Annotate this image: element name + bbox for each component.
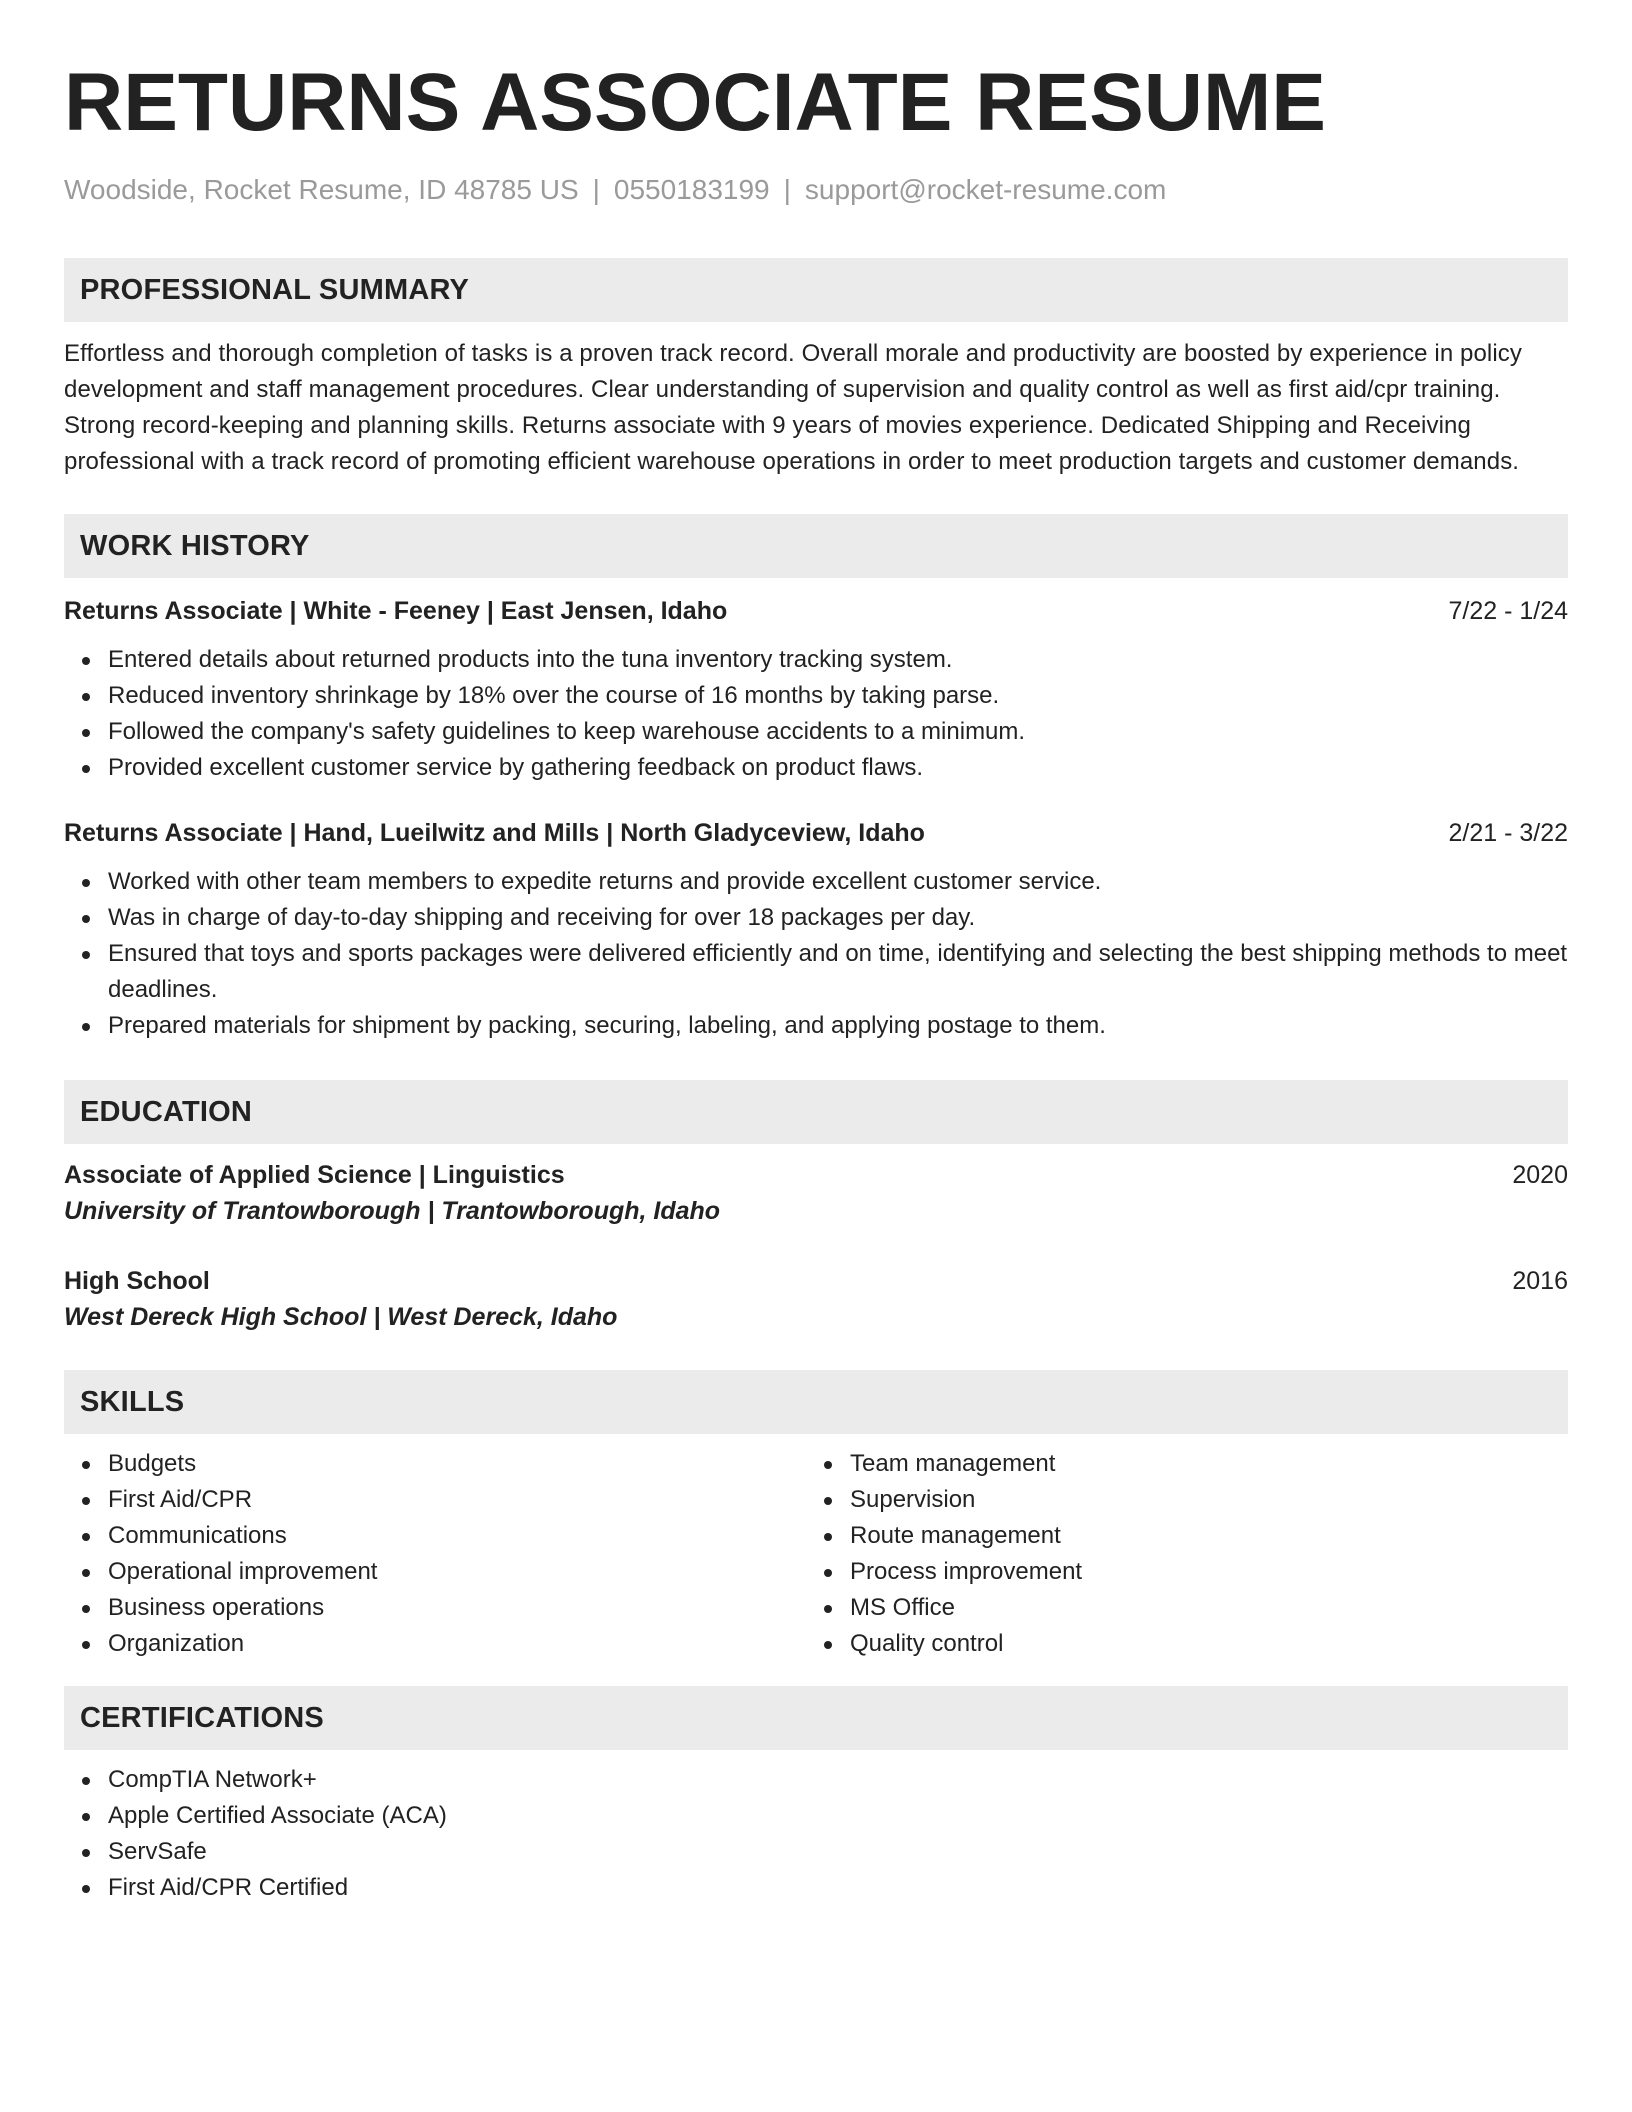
section-heading-education: EDUCATION xyxy=(64,1080,1568,1144)
education-entry xyxy=(64,1264,1568,1336)
job-title: Returns Associate | Hand, Lueilwitz and Mills | North Gladyceview, Idaho xyxy=(64,819,925,847)
skill-item: Route management xyxy=(850,1518,1548,1554)
job-bullets xyxy=(64,864,1568,1044)
certification-item: First Aid/CPR Certified xyxy=(108,1870,1568,1906)
education-entry xyxy=(64,1158,1568,1230)
skill-item: Business operations xyxy=(108,1590,806,1626)
skill-item: First Aid/CPR xyxy=(108,1482,806,1518)
skill-item: Process improvement xyxy=(850,1554,1548,1590)
skill-item: Team management xyxy=(850,1446,1548,1482)
education-degree: High School xyxy=(64,1267,210,1295)
skill-item: Budgets xyxy=(108,1446,806,1482)
job-dates: 7/22 - 1/24 xyxy=(1448,597,1568,625)
job-title: Returns Associate | White - Feeney | East Jensen, Idaho xyxy=(64,597,728,625)
skill-item: Communications xyxy=(108,1518,806,1554)
summary-text: Effortless and thorough completion of tasks is a proven track record. Overall morale and productivity are boosted by experience in policy development and staff management procedures. Clear understanding of supervision and quality control as well as first aid/cpr training. Strong record-keeping and planning skills. Returns associate with 9 years of movies experience. Dedicated Shipping and Receiving professional with a track record of promoting efficient warehouse operations in order to meet production targets and customer demands. xyxy=(64,340,1522,475)
job-bullet: Prepared materials for shipment by packing, securing, labeling, and applying postage to them. xyxy=(108,1008,1568,1044)
job-bullet: Worked with other team members to expedite returns and provide excellent customer service. xyxy=(108,864,1568,900)
contact-separator: | xyxy=(592,174,600,205)
skill-item: Quality control xyxy=(850,1626,1548,1662)
skills-column-right xyxy=(806,1446,1548,1662)
certifications-list xyxy=(64,1762,1568,1906)
section-heading-summary: PROFESSIONAL SUMMARY xyxy=(64,258,1568,322)
certification-item: CompTIA Network+ xyxy=(108,1762,1568,1798)
contact-line xyxy=(64,174,1568,206)
job-bullet: Provided excellent customer service by gathering feedback on product flaws. xyxy=(108,750,1568,786)
job-bullet: Was in charge of day-to-day shipping and receiving for over 18 packages per day. xyxy=(108,900,1568,936)
education-school: University of Trantowborough | Trantowborough, Idaho xyxy=(64,1197,721,1225)
section-heading-skills: SKILLS xyxy=(64,1370,1568,1434)
skill-item: Organization xyxy=(108,1626,806,1662)
job-bullet: Followed the company's safety guidelines to keep warehouse accidents to a minimum. xyxy=(108,714,1568,750)
skill-item: Supervision xyxy=(850,1482,1548,1518)
education-degree: Associate of Applied Science | Linguistics xyxy=(64,1161,565,1189)
skill-item: MS Office xyxy=(850,1590,1548,1626)
skills-column-left xyxy=(64,1446,806,1662)
contact-email: support@rocket-resume.com xyxy=(804,174,1167,205)
job-bullet: Reduced inventory shrinkage by 18% over the course of 16 months by taking parse. xyxy=(108,678,1568,714)
certification-item: ServSafe xyxy=(108,1834,1568,1870)
job-bullet: Entered details about returned products into the tuna inventory tracking system. xyxy=(108,642,1568,678)
skills-grid xyxy=(64,1446,1568,1662)
resume-title: RETURNS ASSOCIATE RESUME xyxy=(64,57,1326,148)
education-school: West Dereck High School | West Dereck, Idaho xyxy=(64,1303,618,1331)
contact-separator: | xyxy=(783,174,791,205)
job-bullets xyxy=(64,642,1568,786)
education-header xyxy=(64,1264,1568,1298)
skill-item: Operational improvement xyxy=(108,1554,806,1590)
job-bullet: Ensured that toys and sports packages were delivered efficiently and on time, identifying and selecting the best shipping methods to meet deadlines. xyxy=(108,936,1568,1008)
contact-address: Woodside, Rocket Resume, ID 48785 US xyxy=(64,174,579,205)
section-heading-work-history: WORK HISTORY xyxy=(64,514,1568,578)
section-heading-certifications: CERTIFICATIONS xyxy=(64,1686,1568,1750)
education-year: 2020 xyxy=(1512,1161,1568,1189)
job-header xyxy=(64,594,1568,628)
job-entry xyxy=(64,816,1568,1044)
education-header xyxy=(64,1158,1568,1192)
certification-item: Apple Certified Associate (ACA) xyxy=(108,1798,1568,1834)
contact-phone: 0550183199 xyxy=(613,174,770,205)
job-dates: 2/21 - 3/22 xyxy=(1448,819,1568,847)
job-entry xyxy=(64,594,1568,786)
job-header xyxy=(64,816,1568,850)
education-year: 2016 xyxy=(1512,1267,1568,1295)
